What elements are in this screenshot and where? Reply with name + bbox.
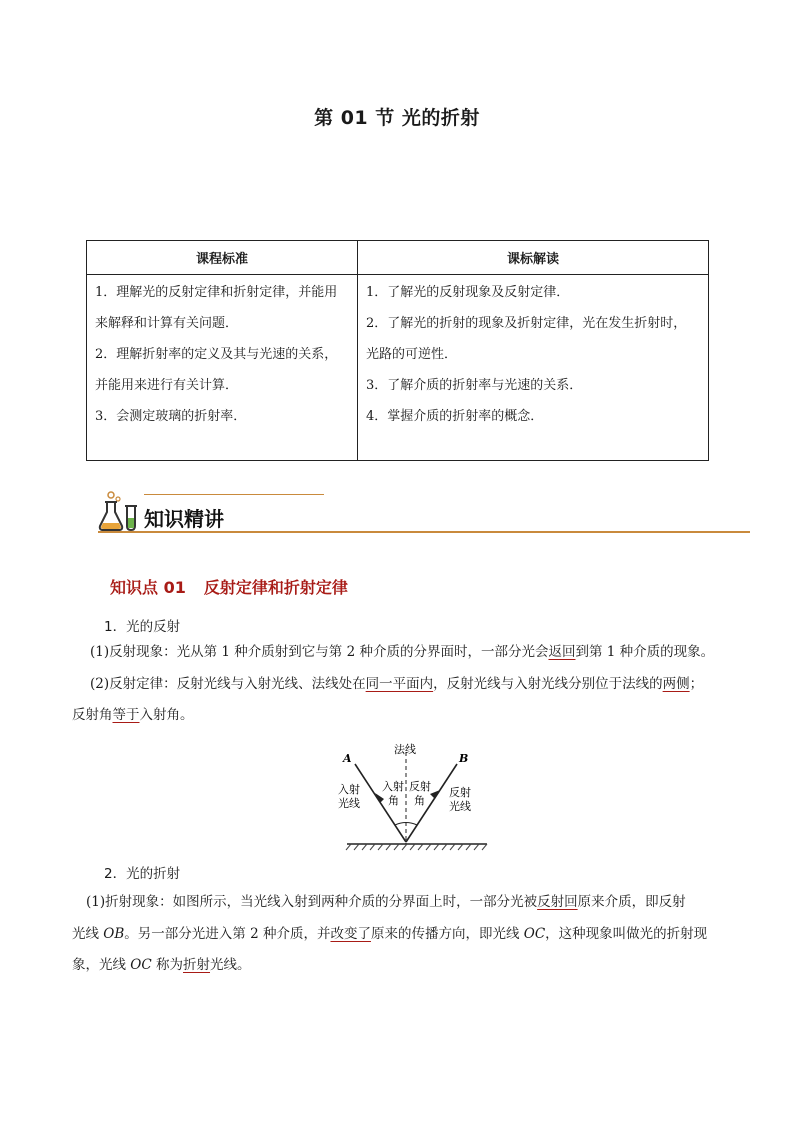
table-line: 4．掌握介质的折射率的概念． — [366, 409, 544, 424]
standards-table — [86, 240, 709, 461]
text-segment: (1)反射现象：光从第 1 种介质射到它与第 2 种介质的分界面时，一部分光会 — [90, 644, 549, 660]
reflection-paragraph-1 — [90, 637, 714, 668]
incident-ray-label: 光线 — [338, 797, 360, 810]
ray-symbol: OB — [103, 926, 125, 942]
text-segment: 原来介质，即反射 — [577, 894, 686, 910]
incident-angle-label: 角 — [388, 794, 399, 807]
table-line: 2．理解折射率的定义及其与光速的关系， — [95, 347, 338, 362]
text-segment: 。另一部分光进入第 2 种介质，并 — [124, 926, 331, 942]
refraction-paragraph-3 — [72, 950, 251, 981]
point-b-label: B — [459, 752, 469, 765]
reflection-paragraph-3 — [72, 700, 194, 731]
underlined-term: 返回 — [548, 644, 576, 660]
reflection-paragraph-2 — [90, 669, 703, 700]
underlined-term: 折射 — [183, 957, 210, 973]
knowledge-point-number: 知识点 01 — [110, 578, 186, 597]
reflection-angle-label: 反射 — [409, 780, 431, 793]
standards-cell — [87, 275, 358, 461]
table-header-standard: 课程标准 — [87, 241, 358, 275]
ray-symbol: OC — [523, 926, 546, 942]
text-segment: 称为 — [151, 957, 183, 973]
underlined-term: 同一平面内 — [365, 676, 434, 692]
text-segment: 入射角。 — [139, 707, 194, 723]
table-line: 3．了解介质的折射率与光速的关系． — [366, 378, 583, 393]
section-title: 知识精讲 — [144, 507, 224, 531]
underlined-term: 改变了 — [330, 926, 371, 942]
reflection-heading: 1．光的反射 — [104, 619, 181, 635]
underlined-term: 两侧 — [662, 676, 690, 692]
table-line: 3．会测定玻璃的折射率． — [95, 409, 247, 424]
text-segment: ； — [689, 676, 704, 692]
text-segment: 到第 1 种介质的现象。 — [575, 644, 715, 660]
section-header — [98, 490, 750, 535]
reflection-diagram — [333, 738, 493, 856]
text-segment: ，反射光线与入射光线分别位于法线的 — [433, 676, 663, 692]
table-line: 1．了解光的反射现象及反射定律． — [366, 285, 570, 300]
normal-label: 法线 — [394, 743, 416, 756]
ray-symbol: OC — [130, 957, 152, 973]
point-a-label: A — [343, 752, 352, 765]
knowledge-point-name: 反射定律和折射定律 — [203, 578, 348, 597]
text-segment: 反射角 — [72, 707, 113, 723]
refraction-paragraph-1 — [86, 887, 686, 918]
interpretation-cell — [358, 275, 709, 461]
text-segment: (1)折射现象：如图所示，当光线入射到两种介质的分界面上时，一部分光被 — [86, 894, 538, 910]
underlined-term: 反射回 — [537, 894, 578, 910]
section-decoration-line — [144, 494, 324, 495]
flask-icon — [98, 490, 142, 532]
page-title: 第 01 节 光的折射 — [314, 107, 480, 129]
reflected-ray-label: 反射 — [449, 786, 471, 799]
refraction-paragraph-2 — [72, 919, 707, 950]
table-header-interpretation: 课标解读 — [358, 241, 709, 275]
table-line: 来解释和计算有关问题． — [95, 316, 239, 331]
knowledge-point-title — [110, 575, 348, 598]
reflection-angle-label: 角 — [414, 794, 425, 807]
section-divider — [98, 531, 750, 533]
refraction-heading: 2．光的折射 — [104, 866, 181, 882]
incident-ray-label: 入射 — [338, 783, 360, 796]
reflected-arrow — [430, 790, 440, 799]
incident-angle-label: 入射 — [382, 780, 404, 793]
text-segment: (2)反射定律：反射光线与入射光线、法线处在 — [90, 676, 366, 692]
hatch-marks — [346, 844, 487, 850]
reflected-ray-label: 光线 — [449, 800, 471, 813]
table-line: 并能用来进行有关计算． — [95, 378, 239, 393]
table-line: 光路的可逆性． — [366, 347, 458, 362]
underlined-term: 等于 — [112, 707, 140, 723]
table-line: 1．理解光的反射定律和折射定律，并能用 — [95, 285, 338, 300]
text-segment: 原来的传播方向，即光线 — [370, 926, 524, 942]
text-segment: 光线。 — [210, 957, 251, 973]
table-line: 2．了解光的折射的现象及折射定律，光在发生折射时， — [366, 316, 687, 331]
text-segment: 光线 — [72, 926, 104, 942]
text-segment: ，这种现象叫做光的折射现 — [545, 926, 708, 942]
text-segment: 象，光线 — [72, 957, 131, 973]
